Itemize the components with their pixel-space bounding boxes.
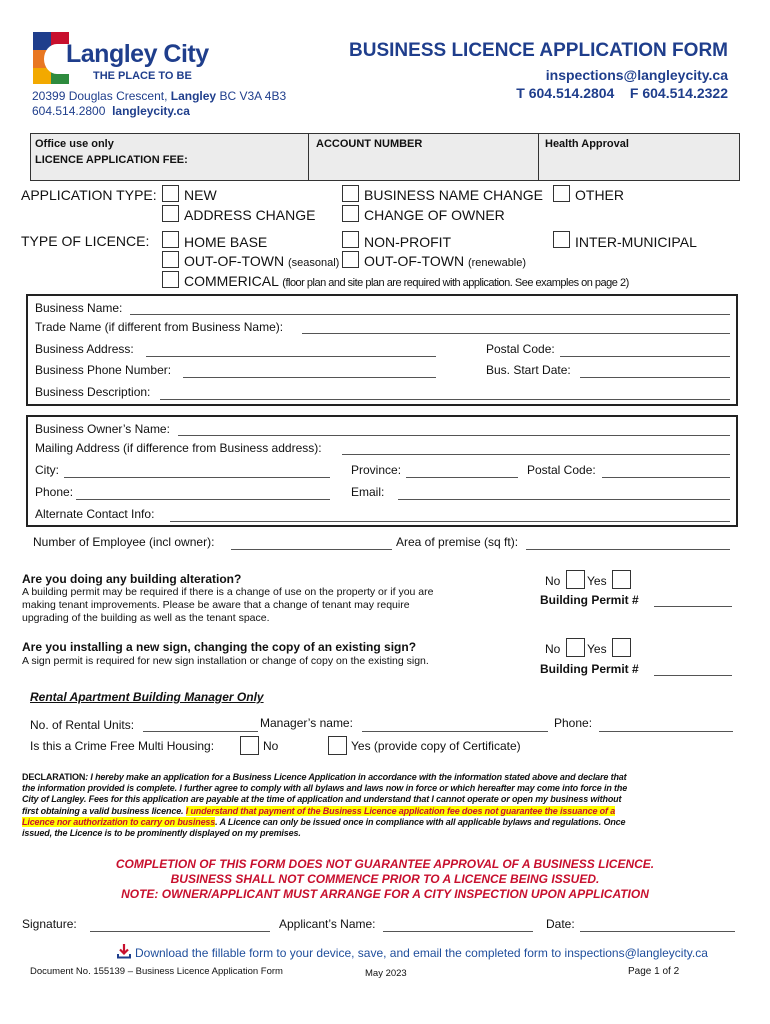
business-name-change-label: BUSINESS NAME CHANGE — [364, 187, 543, 203]
phone-web-line: 604.514.2800 langleycity.ca — [32, 104, 190, 118]
commercial-checkbox[interactable] — [162, 271, 179, 288]
fee-label: LICENCE APPLICATION FEE: — [35, 154, 188, 166]
download-link[interactable]: Download the fillable form to your device, save, and email the completed form to inspections@langleycity.ca — [116, 943, 708, 962]
footer-doc-no: Document No. 155139 – Business Licence Application Form — [30, 966, 283, 977]
trade-name-label: Trade Name (if different from Business Name): — [35, 320, 284, 334]
download-icon — [116, 943, 132, 962]
crime-free-no-checkbox[interactable] — [240, 736, 259, 755]
start-date-label: Bus. Start Date: — [486, 363, 571, 377]
sign-no-checkbox[interactable] — [566, 638, 585, 657]
building-permit-label: Building Permit # — [540, 593, 639, 607]
building-question: Are you doing any building alteration? — [22, 572, 242, 586]
non-profit-label: NON-PROFIT — [364, 234, 452, 250]
office-use-box — [30, 133, 740, 181]
building-yes-checkbox[interactable] — [612, 570, 631, 589]
health-approval-label: Health Approval — [545, 138, 629, 150]
new-label: NEW — [184, 187, 217, 203]
owner-email-field[interactable] — [398, 499, 730, 500]
date-label: Date: — [546, 917, 575, 931]
notice-line-3: NOTE: OWNER/APPLICANT MUST ARRANGE FOR A CITY INSPECTION UPON APPLICATION — [121, 887, 649, 901]
building-note-3: upgrading of the building as well as the tenant space. — [22, 612, 270, 624]
building-note-2: making tenant improvements. Please be aware that a change of tenant may require — [22, 599, 410, 611]
date-field[interactable] — [580, 931, 735, 932]
licence-type-label: TYPE OF LICENCE: — [21, 233, 150, 249]
out-of-town-renewable-checkbox[interactable] — [342, 251, 359, 268]
business-name-label: Business Name: — [35, 301, 123, 315]
trade-name-field[interactable] — [302, 333, 730, 334]
area-label: Area of premise (sq ft): — [396, 535, 519, 549]
building-permit-field[interactable] — [654, 606, 732, 607]
address-change-checkbox[interactable] — [162, 205, 179, 222]
owner-name-field[interactable] — [178, 435, 730, 436]
business-description-label: Business Description: — [35, 385, 151, 399]
crime-free-yes-checkbox[interactable] — [328, 736, 347, 755]
other-label: OTHER — [575, 187, 624, 203]
notice-line-2: BUSINESS SHALL NOT COMMENCE PRIOR TO A LICENCE BEING ISSUED. — [170, 872, 600, 886]
building-no-label: No — [545, 574, 561, 588]
commercial-label: COMMERICAL (floor plan and site plan are required with application. See examples on page 2) — [184, 273, 629, 289]
sign-yes-checkbox[interactable] — [612, 638, 631, 657]
rental-units-label: No. of Rental Units: — [30, 718, 135, 732]
website-link[interactable]: langleycity.ca — [112, 104, 190, 118]
building-no-checkbox[interactable] — [566, 570, 585, 589]
inter-municipal-checkbox[interactable] — [553, 231, 570, 248]
manager-name-label: Manager’s name: — [260, 716, 353, 730]
logo — [30, 30, 230, 90]
applicant-name-label: Applicant’s Name: — [279, 917, 376, 931]
address-line: 20399 Douglas Crescent, Langley BC V3A 4B3 — [32, 89, 287, 103]
owner-phone-label: Phone: — [35, 485, 74, 499]
employees-field[interactable] — [231, 549, 392, 550]
business-description-field[interactable] — [160, 399, 730, 400]
sign-permit-field[interactable] — [654, 675, 732, 676]
out-of-town-seasonal-checkbox[interactable] — [162, 251, 179, 268]
out-of-town-renewable-label: OUT-OF-TOWN (renewable) — [364, 253, 527, 269]
declaration: DECLARATION: I hereby make an application for a Business Licence Application in accordance with the information stated above and declare that the information provided is complete. I further agree to comply with all bylaws and laws now in force or which hereafter may come into force in the City of Langley. Fees for this application are payable at the time of application and understand that I cannot operate or open my business without first obtaining a valid business licence. I understand that payment of the Business Licence application fee does not guarantee the issuance of a Licence nor authorization to carry on business. A Licence can only be issued once in compliance with all applicable bylaws and regulations. Once issued, the Licence is to be prominently displayed on my premises. — [22, 772, 628, 839]
header-contact-numbers: T 604.514.2804 F 604.514.2322 — [516, 85, 728, 101]
office-use-label: Office use only — [35, 138, 114, 150]
owner-postal-field[interactable] — [602, 477, 730, 478]
start-date-field[interactable] — [580, 377, 730, 378]
form-title: BUSINESS LICENCE APPLICATION FORM — [349, 40, 728, 61]
city-field[interactable] — [64, 477, 330, 478]
business-postal-label: Postal Code: — [486, 342, 555, 356]
non-profit-checkbox[interactable] — [342, 231, 359, 248]
other-checkbox[interactable] — [553, 185, 570, 202]
logo-tagline: THE PLACE TO BE — [93, 70, 192, 82]
owner-phone-field[interactable] — [76, 499, 330, 500]
sign-no-label: No — [545, 642, 561, 656]
sign-yes-label: Yes — [587, 642, 607, 656]
business-name-change-checkbox[interactable] — [342, 185, 359, 202]
alternate-contact-label: Alternate Contact Info: — [35, 507, 155, 521]
business-postal-field[interactable] — [560, 356, 730, 357]
business-phone-field[interactable] — [183, 377, 436, 378]
home-base-label: HOME BASE — [184, 234, 268, 250]
account-number-label: ACCOUNT NUMBER — [316, 138, 423, 150]
sign-question: Are you installing a new sign, changing the copy of an existing sign? — [22, 640, 417, 654]
crime-free-label: Is this a Crime Free Multi Housing: — [30, 739, 215, 753]
header-email[interactable]: inspections@langleycity.ca — [545, 67, 728, 83]
footer-date: May 2023 — [365, 968, 407, 979]
logo-name: Langley City — [66, 40, 209, 68]
owner-name-label: Business Owner’s Name: — [35, 422, 170, 436]
mailing-address-field[interactable] — [342, 454, 730, 455]
business-address-field[interactable] — [146, 356, 436, 357]
inter-municipal-label: INTER-MUNICIPAL — [575, 234, 697, 250]
applicant-name-field[interactable] — [383, 931, 533, 932]
signature-field[interactable] — [90, 931, 270, 932]
crime-free-yes-label: Yes (provide copy of Certificate) — [351, 739, 521, 753]
out-of-town-seasonal-label: OUT-OF-TOWN (seasonal) — [184, 253, 340, 269]
sign-note: A sign permit is required for new sign installation or change of copy on the existing sign. — [22, 655, 429, 667]
business-phone-label: Business Phone Number: — [35, 363, 172, 377]
sign-permit-label: Building Permit # — [540, 662, 639, 676]
address-change-label: ADDRESS CHANGE — [184, 207, 316, 223]
mailing-address-label: Mailing Address (if difference from Business address): — [35, 441, 322, 455]
signature-label: Signature: — [22, 917, 77, 931]
province-label: Province: — [351, 463, 402, 477]
business-name-field[interactable] — [130, 314, 730, 315]
rental-phone-field[interactable] — [599, 731, 733, 732]
application-type-label: APPLICATION TYPE: — [21, 187, 157, 203]
owner-postal-label: Postal Code: — [527, 463, 596, 477]
alternate-contact-field[interactable] — [170, 521, 730, 522]
change-of-owner-checkbox[interactable] — [342, 205, 359, 222]
home-base-checkbox[interactable] — [162, 231, 179, 248]
city-label: City: — [35, 463, 59, 477]
change-of-owner-label: CHANGE OF OWNER — [364, 207, 505, 223]
owner-email-label: Email: — [351, 485, 385, 499]
building-note-1: A building permit may be required if there is a change of use on the property or if you are — [22, 586, 434, 598]
notice-line-1: COMPLETION OF THIS FORM DOES NOT GUARANTEE APPROVAL OF A BUSINESS LICENCE. — [115, 857, 655, 871]
business-address-label: Business Address: — [35, 342, 134, 356]
crime-free-no-label: No — [263, 739, 279, 753]
rental-units-field[interactable] — [143, 731, 258, 732]
rental-heading: Rental Apartment Building Manager Only — [30, 690, 264, 704]
rental-phone-label: Phone: — [554, 716, 593, 730]
area-field[interactable] — [526, 549, 730, 550]
new-checkbox[interactable] — [162, 185, 179, 202]
footer-page: Page 1 of 2 — [628, 966, 680, 977]
manager-name-field[interactable] — [362, 731, 548, 732]
building-yes-label: Yes — [587, 574, 607, 588]
province-field[interactable] — [406, 477, 518, 478]
employees-label: Number of Employee (incl owner): — [33, 535, 215, 549]
